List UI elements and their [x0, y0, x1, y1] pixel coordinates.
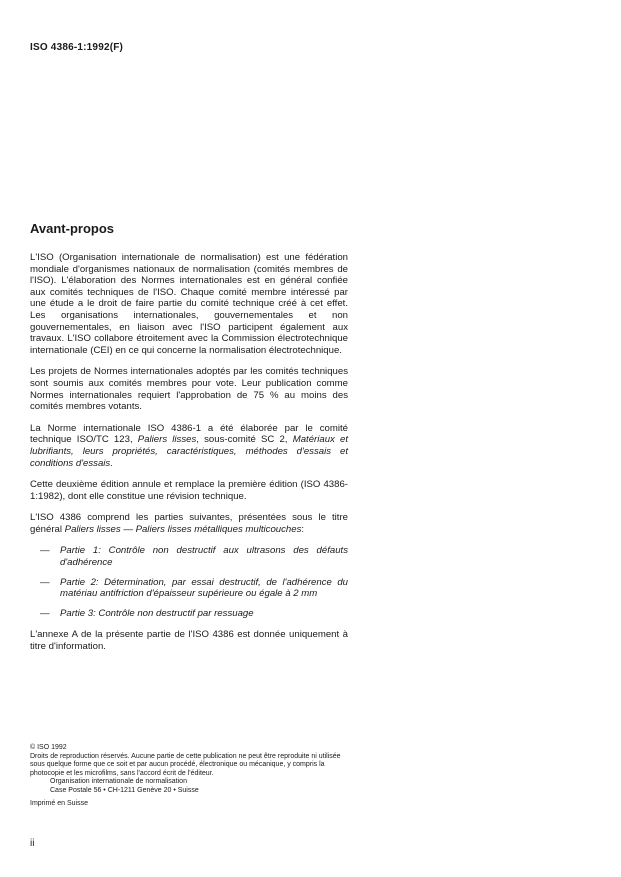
- p5-text-end: :: [301, 523, 305, 535]
- foreword-paragraph-4: Cette deuxième édition annule et remplace la première édition (ISO 4386-1:1982), dont elle constitue une révision technique.: [30, 479, 348, 502]
- foreword-paragraph-2: Les projets de Normes internationales adoptés par les comités techniques sont soumis aux comités membres pour vote. Leur publication comme Normes internationales requiert l'approbation de 75 % au moins des comités membres votants.: [30, 366, 348, 413]
- parts-list: [30, 545, 348, 619]
- p3-italic-1: Paliers lisses: [137, 434, 197, 446]
- page-number: ii: [30, 838, 35, 849]
- p3-text-start: La Norme internationale ISO 4386-1 a été élaborée par le comité technique ISO/TC 123,: [30, 422, 348, 446]
- printed-in: Imprimé en Suisse: [30, 799, 88, 807]
- p3-text-end: .: [110, 457, 113, 469]
- part-3-text: Partie 3: Contrôle non destructif par ressuage: [60, 607, 254, 619]
- foreword-paragraph-6: L'annexe A de la présente partie de l'ISO 4386 est donnée uniquement à titre d'information.: [30, 629, 348, 653]
- copyright-block: [30, 744, 350, 808]
- foreword-section: [30, 221, 348, 663]
- copyright-line: © ISO 1992: [30, 744, 67, 751]
- list-dash: —: [40, 607, 50, 619]
- document-reference: ISO 4386-1:1992(F): [30, 42, 124, 53]
- foreword-paragraph-3: [30, 423, 348, 469]
- part-2-text: Partie 2: Détermination, par essai destructif, de l'adhérence du matériau antifriction d'épaisseur supérieure ou égale à 2 mm: [60, 576, 348, 600]
- list-item: [30, 577, 348, 600]
- list-item: [30, 608, 348, 620]
- p5-text-start: L'ISO 4386 comprend les parties suivantes, présentées sous le titre général: [30, 512, 348, 535]
- list-dash: —: [40, 545, 50, 557]
- foreword-paragraph-5: [30, 512, 348, 535]
- part-1-text: Partie 1: Contrôle non destructif aux ultrasons des défauts d'adhérence: [60, 545, 348, 569]
- p3-text-mid: , sous-comité SC 2,: [196, 434, 293, 446]
- list-dash: —: [40, 576, 50, 588]
- list-item: [30, 545, 348, 568]
- copyright-notice: Droits de reproduction réservés. Aucune partie de cette publication ne peut être reproduite ni utilisée sous quelque forme que ce soit et par aucun procédé, électronique ou mécanique, y compris la photocopie et les microfilms, sans l'accord écrit de l'éditeur.: [30, 752, 341, 777]
- p5-italic: Paliers lisses — Paliers lisses métalliques multicouches: [64, 523, 302, 535]
- p3-italic-2: Matériaux et lubrifiants, leurs propriétés, caractéristiques, méthodes d'essais et conditions d'essais: [30, 434, 349, 469]
- foreword-paragraph-1: L'ISO (Organisation internationale de normalisation) est une fédération mondiale d'organismes nationaux de normalisation (comités membres de l'ISO). L'élaboration des Normes internationales est en général confiée aux comités techniques de l'ISO. Chaque comité membre intéressé par une étude a le droit de faire partie du comité technique créé à cet effet. Les organisations internationales, gouvernementales et non gouvernementales, en liaison avec l'ISO participent également aux travaux. L'ISO collabore étroitement avec la Commission électrotechnique internationale (CEI) en ce qui concerne la normalisation électrotechnique.: [30, 252, 348, 356]
- organization-address: Case Postale 56 • CH-1211 Genève 20 • Suisse: [50, 786, 199, 794]
- organization-name: Organisation internationale de normalisation: [50, 778, 187, 786]
- foreword-title: Avant-propos: [30, 221, 115, 236]
